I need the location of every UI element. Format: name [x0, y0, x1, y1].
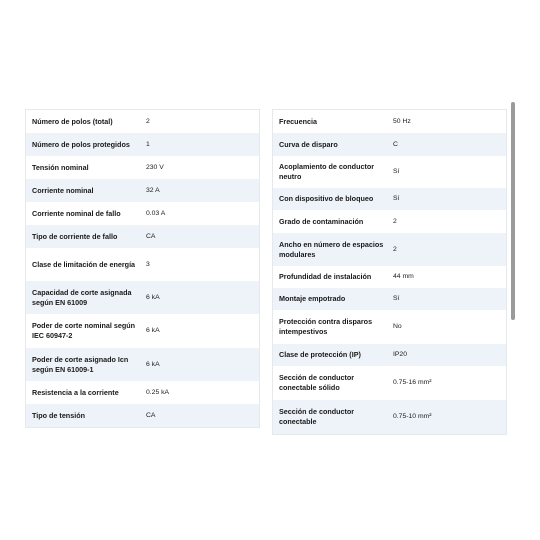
- spec-label: Ancho en número de espacios modulares: [279, 239, 384, 259]
- spec-label: Tipo de corriente de fallo: [32, 231, 118, 241]
- spec-label: Sección de conductor conectable sólido: [279, 373, 355, 392]
- spec-label: Poder de corte nominal según IEC 60947-2: [32, 321, 136, 340]
- spec-label: Clase de limitación de energía: [32, 259, 136, 269]
- spec-value: CA: [146, 411, 156, 419]
- table-row: [273, 310, 506, 344]
- spec-label: Clase de protección (IP): [279, 350, 361, 360]
- spec-value: 3: [146, 260, 150, 268]
- spec-label: Acoplamiento de conductor neutro: [279, 162, 375, 181]
- spec-label: Número de polos protegidos: [32, 139, 130, 149]
- spec-label: Montaje empotrado: [279, 294, 346, 304]
- table-row: [273, 133, 506, 156]
- table-row: [273, 266, 506, 288]
- spec-label: Sección de conductor conectable: [279, 407, 355, 426]
- spec-label: Corriente nominal: [32, 185, 94, 195]
- scrollbar-thumb[interactable]: [511, 102, 515, 320]
- table-row: [273, 188, 506, 210]
- table-row: [26, 381, 259, 404]
- table-row: [273, 110, 506, 133]
- spec-value: 6 kA: [146, 327, 160, 335]
- spec-label: Profundidad de instalación: [279, 272, 372, 282]
- spec-value: Sí: [393, 195, 400, 203]
- spec-value: 6 kA: [146, 360, 160, 368]
- spec-label: Frecuencia: [279, 116, 317, 126]
- spec-value: 32 A: [146, 186, 160, 194]
- spec-value: 6 kA: [146, 293, 160, 301]
- spec-value: 2: [146, 117, 150, 125]
- spec-value: 0.03 A: [146, 209, 166, 217]
- spec-label: Poder de corte asignado Icn según EN 61009-1: [32, 354, 129, 374]
- spec-label: Corriente nominal de fallo: [32, 208, 121, 218]
- spec-value: 0.75-16 mm²: [393, 379, 432, 387]
- spec-value: C: [393, 140, 398, 148]
- spec-value: IP20: [393, 351, 407, 359]
- table-row: [273, 288, 506, 310]
- spec-value: 230 V: [146, 163, 164, 171]
- spec-value: No: [393, 323, 402, 331]
- spec-value: 0.25 kA: [146, 388, 170, 396]
- table-row: [26, 404, 259, 427]
- spec-label: Grado de contaminación: [279, 216, 364, 226]
- spec-value: 2: [393, 217, 397, 225]
- spec-label: Capacidad de corte asignada según EN 61009: [32, 287, 132, 307]
- table-row: [273, 366, 506, 400]
- spec-value: 44 mm: [393, 273, 414, 281]
- specs-table-right: [272, 109, 507, 435]
- spec-value: CA: [146, 232, 156, 240]
- table-row: [26, 179, 259, 202]
- table-row: [273, 233, 506, 266]
- table-row: [26, 314, 259, 348]
- spec-value: 0.75-10 mm²: [393, 413, 432, 421]
- spec-value: Sí: [393, 295, 400, 303]
- table-row: [26, 225, 259, 248]
- table-row: [26, 110, 259, 133]
- table-row: [26, 281, 259, 314]
- spec-label: Tensión nominal: [32, 162, 89, 172]
- spec-label: Con dispositivo de bloqueo: [279, 194, 374, 204]
- spec-label: Tipo de tensión: [32, 410, 85, 420]
- spec-label: Resistencia a la corriente: [32, 387, 119, 397]
- spec-value: 50 Hz: [393, 117, 411, 125]
- table-row: [273, 344, 506, 366]
- spec-value: Sí: [393, 168, 400, 176]
- table-row: [26, 202, 259, 225]
- spec-label: Número de polos (total): [32, 116, 113, 126]
- table-row: [273, 156, 506, 188]
- table-row: [273, 400, 506, 434]
- table-row: [26, 248, 259, 281]
- specs-table-left: [25, 109, 260, 428]
- table-row: [273, 210, 506, 233]
- table-row: [26, 133, 259, 156]
- spec-label: Curva de disparo: [279, 139, 338, 149]
- table-row: [26, 156, 259, 179]
- table-row: [26, 348, 259, 381]
- spec-label: Protección contra disparos intempestivos: [279, 317, 373, 336]
- spec-value: 1: [146, 140, 150, 148]
- spec-value: 2: [393, 245, 397, 253]
